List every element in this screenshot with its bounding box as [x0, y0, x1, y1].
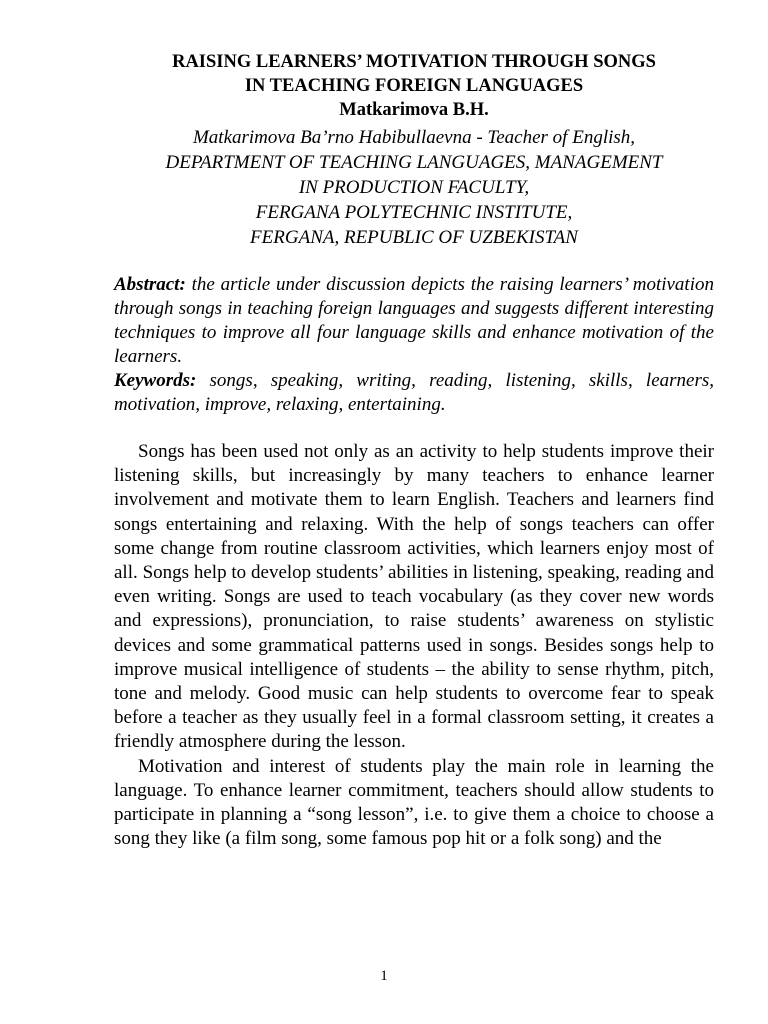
affiliation-line-1: Matkarimova Ba’rno Habibullaevna - Teacher of English,: [192, 127, 636, 148]
keywords: [114, 369, 714, 417]
title-line-2: IN TEACHING FOREIGN LANGUAGES: [244, 76, 584, 96]
article-body: [114, 440, 714, 851]
abstract: [114, 273, 714, 369]
abstract-section: [114, 273, 714, 417]
keywords-label: Keywords:: [114, 370, 197, 391]
author-name: Matkarimova B.H.: [339, 100, 489, 120]
affiliation-line-5: FERGANA, REPUBLIC OF UZBEKISTAN: [250, 227, 578, 248]
body-paragraph-2: Motivation and interest of students play the main role in learning the language. To enhance learner commitment, teachers should allow students to participate in planning a “song lesson”, i.e. to give them a choice to choose a song they like (a film song, some famous pop hit or a folk song) and the: [114, 755, 714, 850]
article-title: [114, 50, 714, 98]
page-number: 1: [380, 968, 388, 984]
affiliation-line-2: DEPARTMENT OF TEACHING LANGUAGES, MANAGEMENT: [165, 152, 663, 173]
keywords-text: songs, speaking, writing, reading, listening, skills, learners, motivation, improve, relaxing, entertaining.: [114, 370, 714, 415]
body-paragraph-1: Songs has been used not only as an activity to help students improve their listening skills, but increasingly by many teachers to enhance learner involvement and motivate them to learn English. Teachers and learners find songs entertaining and relaxing. With the help of songs teachers can offer some change from routine classroom activities, which learners enjoy most of all. Songs help to develop students’ abilities in listening, speaking, reading and even writing. Songs are used to teach vocabulary (as they cover new words and expressions), pronunciation, to raise students’ awareness on stylistic devices and some grammatical patterns used in songs. Besides songs help to improve musical intelligence of students – the ability to sense rhythm, pitch, tone and melody. Good music can help students to overcome fear to speak before a teacher as they usually feel in a formal classroom setting, it creates a friendly atmosphere during the lesson.: [114, 441, 714, 753]
author-affiliation: [114, 125, 714, 250]
abstract-label: Abstract:: [114, 274, 186, 295]
affiliation-line-3: IN PRODUCTION FACULTY,: [298, 177, 530, 198]
affiliation-line-4: FERGANA POLYTECHNIC INSTITUTE,: [255, 202, 573, 223]
abstract-text: the article under discussion depicts the raising learners’ motivation through songs in teaching foreign languages and suggests different interesting techniques to improve all four language skills and enhance motivation of the learners.: [114, 274, 714, 367]
article-page: [114, 50, 714, 851]
title-line-1: RAISING LEARNERS’ MOTIVATION THROUGH SONGS: [172, 52, 656, 72]
